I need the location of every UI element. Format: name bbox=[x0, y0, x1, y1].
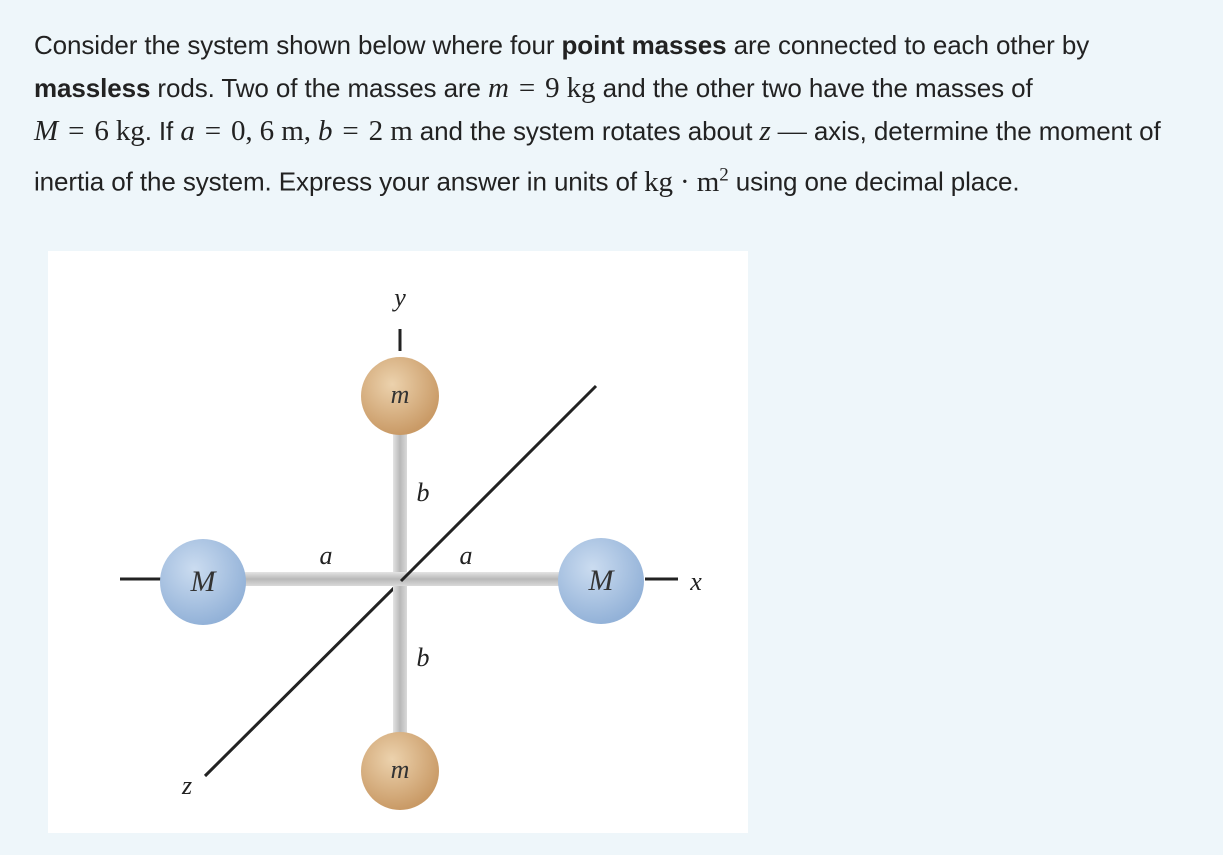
label-top-mass: m bbox=[390, 380, 410, 409]
label-bottom-mass: m bbox=[390, 755, 410, 784]
figure-panel bbox=[48, 251, 748, 833]
math-unit bbox=[644, 166, 729, 198]
emphasis-point-masses: point masses bbox=[561, 30, 727, 60]
unit-exponent: 2 bbox=[719, 164, 729, 185]
symbol-a: a bbox=[180, 115, 195, 147]
question-text-part: . If bbox=[144, 116, 181, 146]
symbol-z: z bbox=[759, 115, 771, 147]
question-text-part: and the other two have the masses of bbox=[595, 73, 1033, 103]
label-x-axis: x bbox=[690, 567, 702, 596]
label-a-right: a bbox=[459, 541, 473, 570]
question-text bbox=[34, 24, 1194, 204]
equals-sign: = bbox=[342, 115, 359, 147]
dash: — bbox=[777, 115, 807, 147]
question-text-part: Consider the system shown below where four bbox=[34, 30, 562, 60]
horizontal-rod bbox=[240, 572, 560, 586]
label-z-axis: z bbox=[181, 771, 193, 800]
label-b-top: b bbox=[416, 478, 430, 507]
question-text-part: and the system rotates about bbox=[412, 116, 760, 146]
value-M: 6 kg bbox=[94, 115, 145, 147]
symbol-b: b bbox=[318, 115, 333, 147]
label-y-axis: y bbox=[394, 283, 406, 312]
emphasis-massless: massless bbox=[34, 73, 151, 103]
question-text-part: are connected to each other by bbox=[726, 30, 1090, 60]
math-M-equation bbox=[34, 115, 145, 147]
equals-sign: = bbox=[68, 115, 85, 147]
math-z-axis bbox=[759, 115, 806, 147]
equals-sign: = bbox=[518, 72, 536, 104]
question-text-part: rods. Two of the masses are bbox=[150, 73, 488, 103]
symbol-m: m bbox=[487, 72, 509, 104]
label-right-mass: M bbox=[588, 564, 614, 597]
unit-base: kg · m bbox=[644, 165, 720, 198]
value-b: 2 m bbox=[368, 115, 413, 147]
equals-sign: = bbox=[204, 115, 221, 147]
symbol-M: M bbox=[34, 115, 59, 147]
question-text-part: axis, determine the moment of inertia of the system. Express your answer in units of bbox=[34, 116, 1161, 197]
label-left-mass: M bbox=[190, 565, 216, 598]
label-b-bottom: b bbox=[416, 643, 430, 672]
label-a-left: a bbox=[319, 541, 333, 570]
value-a: 0, 6 m, bbox=[230, 115, 311, 147]
value-m: 9 kg bbox=[545, 72, 596, 104]
math-m-equation bbox=[488, 72, 595, 104]
question-text-part: using one decimal place. bbox=[728, 166, 1020, 197]
math-a-equation bbox=[180, 115, 412, 147]
mass-system-diagram bbox=[48, 251, 748, 833]
